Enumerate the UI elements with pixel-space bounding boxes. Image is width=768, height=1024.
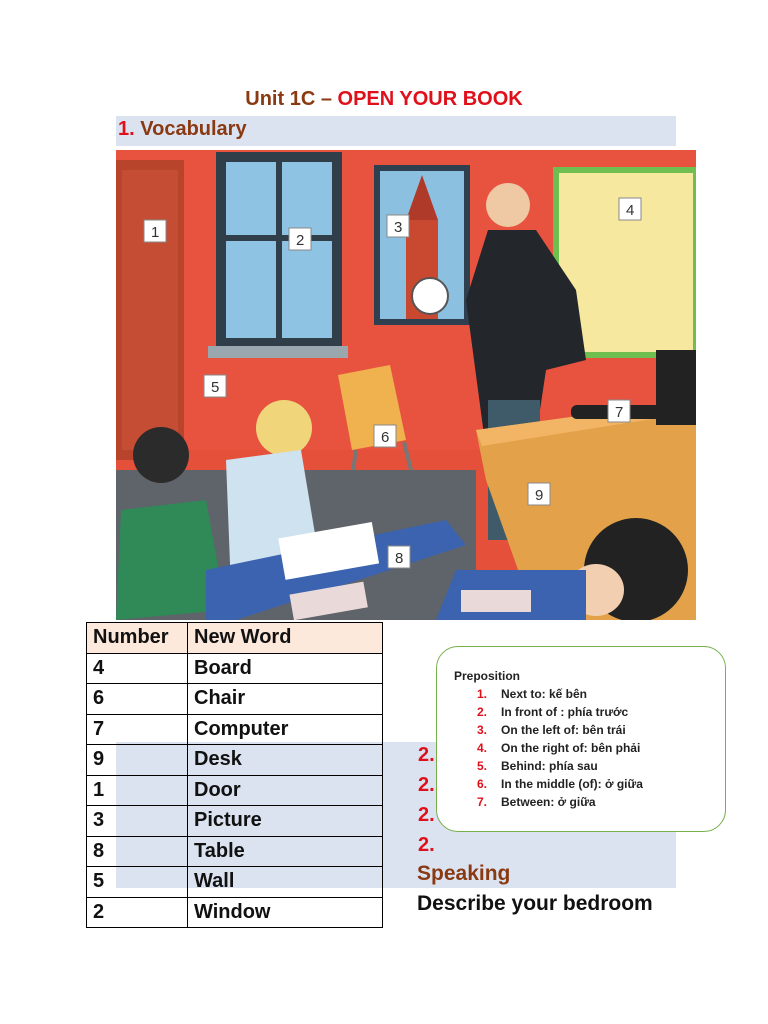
row-number: 8 bbox=[87, 836, 188, 867]
label-1: 1 bbox=[151, 224, 160, 241]
item-text: Between: ở giữa bbox=[501, 795, 596, 809]
vocabulary-title: Vocabulary bbox=[140, 118, 247, 140]
table-row bbox=[87, 775, 383, 806]
label-2: 2 bbox=[296, 232, 305, 249]
row-word: Door bbox=[188, 775, 383, 806]
item-number: 4. bbox=[477, 741, 488, 755]
label-4: 4 bbox=[626, 202, 635, 219]
table-row bbox=[87, 745, 383, 776]
row-number: 1 bbox=[87, 775, 188, 806]
row-word: Window bbox=[188, 897, 383, 928]
row-word: Picture bbox=[188, 806, 383, 837]
section-number: 2. bbox=[418, 834, 435, 856]
row-word: Board bbox=[188, 653, 383, 684]
label-5: 5 bbox=[211, 379, 220, 396]
row-number: 4 bbox=[87, 653, 188, 684]
section-number: 2. bbox=[418, 774, 435, 796]
page-title bbox=[0, 88, 768, 111]
item-text: In front of : phía trước bbox=[501, 705, 629, 719]
classroom-illustration bbox=[116, 150, 696, 620]
label-9: 9 bbox=[535, 487, 544, 504]
item-number: 2. bbox=[477, 705, 488, 719]
list-item bbox=[477, 685, 643, 703]
item-number: 5. bbox=[477, 759, 488, 773]
table-row bbox=[87, 806, 383, 837]
list-item bbox=[477, 703, 643, 721]
item-number: 1. bbox=[477, 687, 488, 701]
row-number: 3 bbox=[87, 806, 188, 837]
label-8: 8 bbox=[395, 550, 404, 567]
speaking-task: Describe your bedroom bbox=[417, 892, 653, 915]
row-word: Chair bbox=[188, 684, 383, 715]
row-word: Table bbox=[188, 836, 383, 867]
item-text: Next to: kế bên bbox=[501, 687, 588, 701]
row-number: 2 bbox=[87, 897, 188, 928]
section-number: 2. bbox=[418, 744, 435, 766]
row-word: Desk bbox=[188, 745, 383, 776]
header-number: Number bbox=[87, 623, 188, 654]
item-number: 3. bbox=[477, 723, 488, 737]
row-number: 9 bbox=[87, 745, 188, 776]
item-text: In the middle (of): ở giữa bbox=[501, 777, 643, 791]
lesson-title: OPEN YOUR BOOK bbox=[337, 88, 523, 110]
item-number: 6. bbox=[477, 777, 488, 791]
item-number: 7. bbox=[477, 795, 488, 809]
list-item bbox=[477, 721, 643, 739]
row-word: Wall bbox=[188, 867, 383, 898]
row-number: 5 bbox=[87, 867, 188, 898]
list-item bbox=[477, 793, 643, 811]
preposition-box bbox=[436, 646, 726, 832]
label-3: 3 bbox=[394, 219, 403, 236]
vocabulary-heading bbox=[118, 118, 247, 141]
table-row bbox=[87, 897, 383, 928]
vocabulary-number: 1. bbox=[118, 118, 135, 140]
table-row bbox=[87, 714, 383, 745]
item-text: Behind: phía sau bbox=[501, 759, 598, 773]
label-6: 6 bbox=[381, 429, 390, 446]
item-text: On the right of: bên phải bbox=[501, 741, 641, 755]
list-item bbox=[477, 775, 643, 793]
preposition-list bbox=[477, 685, 643, 811]
table-header-row bbox=[87, 623, 383, 654]
table-row bbox=[87, 867, 383, 898]
vocabulary-table bbox=[86, 622, 383, 928]
table-row bbox=[87, 653, 383, 684]
preposition-title: Preposition bbox=[454, 669, 521, 683]
header-new-word: New Word bbox=[188, 623, 383, 654]
section-number: 2. bbox=[418, 804, 435, 826]
speaking-heading: Speaking bbox=[417, 862, 511, 885]
table-row bbox=[87, 836, 383, 867]
unit-label: Unit 1C – bbox=[245, 88, 338, 110]
row-number: 6 bbox=[87, 684, 188, 715]
row-word: Computer bbox=[188, 714, 383, 745]
list-item bbox=[477, 757, 643, 775]
list-item bbox=[477, 739, 643, 757]
row-number: 7 bbox=[87, 714, 188, 745]
item-text: On the left of: bên trái bbox=[501, 723, 626, 737]
label-7: 7 bbox=[615, 404, 624, 421]
table-row bbox=[87, 684, 383, 715]
